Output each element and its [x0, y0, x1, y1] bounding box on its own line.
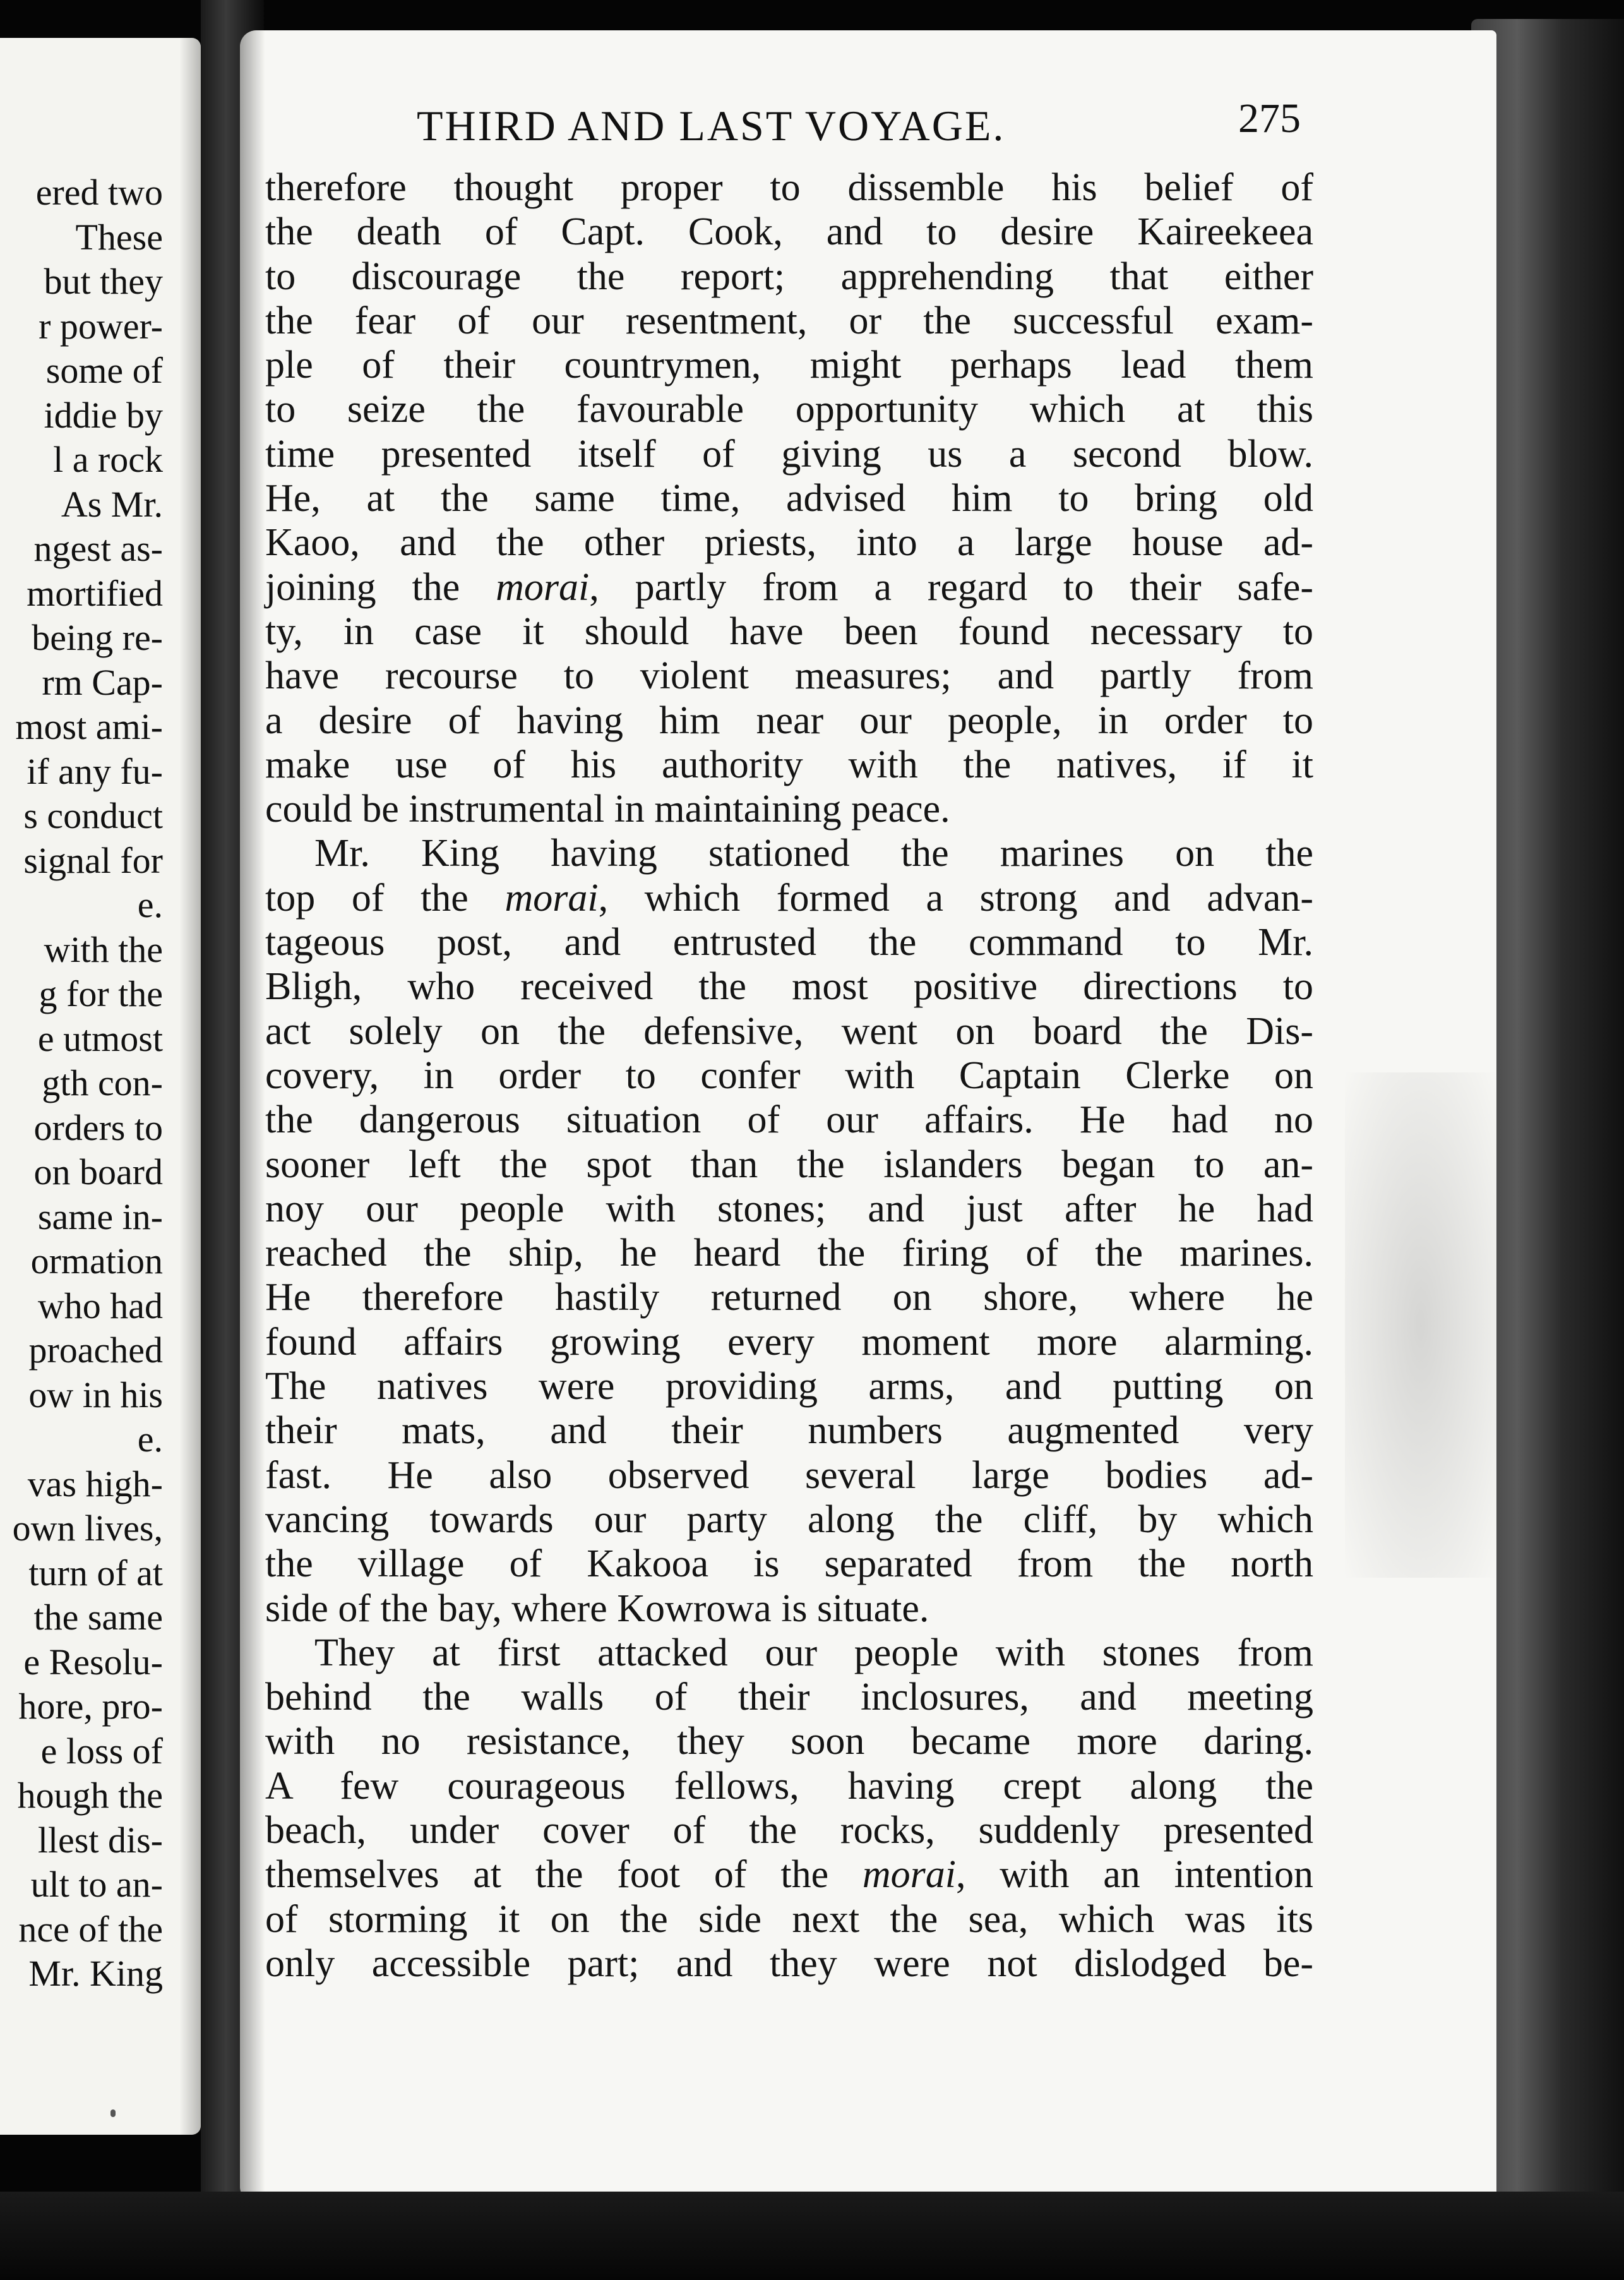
text-line: top of the morai, which formed a strong and advan-: [265, 876, 1313, 920]
left-page-line: mortified: [27, 572, 163, 614]
left-page-line: ered two: [35, 172, 163, 213]
left-page-line: with the: [44, 928, 163, 970]
left-page-line: ormation: [30, 1240, 163, 1281]
left-page-text-fragments: [0, 171, 163, 1996]
left-page-line: own lives,: [12, 1508, 163, 1549]
text-line: to discourage the report; apprehending that either: [265, 255, 1313, 298]
text-line: The natives were providing arms, and putting on: [265, 1365, 1313, 1408]
left-page-line: ult to an-: [30, 1864, 163, 1905]
text-line: the fear of our resentment, or the successful exam-: [265, 299, 1313, 342]
left-page-line: who had: [37, 1285, 163, 1326]
left-page-line: some of: [45, 350, 163, 391]
left-page-line: These: [75, 216, 163, 258]
text-line: covery, in order to confer with Captain Clerke on: [265, 1053, 1313, 1097]
text-line: He therefore hastily returned on shore, where he: [265, 1276, 1313, 1319]
text-line: time presented itself of giving us a second blow.: [265, 432, 1313, 476]
left-page-line: e utmost: [37, 1017, 163, 1059]
left-page-line: the same: [33, 1597, 163, 1638]
left-page-line: hough the: [17, 1775, 163, 1816]
text-line: Kaoo, and the other priests, into a large house ad-: [265, 521, 1313, 565]
left-page-line: signal for: [23, 839, 163, 881]
left-page-line: iddie by: [44, 394, 163, 436]
text-line: found affairs growing every moment more alarming.: [265, 1320, 1313, 1364]
ink-speck: [110, 2109, 116, 2117]
left-page-line: if any fu-: [27, 750, 163, 792]
text-line: A few courageous fellows, having crept along the: [265, 1764, 1313, 1808]
body-text: [265, 165, 1313, 1986]
left-page-line: vas high-: [27, 1463, 163, 1504]
text-line: tageous post, and entrusted the command to Mr.: [265, 921, 1313, 964]
text-line: joining the morai, partly from a regard to their safe-: [265, 565, 1313, 609]
page-number: 275: [1238, 95, 1301, 141]
left-page-line: turn of at: [28, 1552, 163, 1593]
left-page-line: l a rock: [53, 439, 163, 480]
text-line: ple of their countrymen, might perhaps lead them: [265, 344, 1313, 387]
text-line: ty, in case it should have been found necessary to: [265, 609, 1313, 653]
text-line: vancing towards our party along the cliff, by which: [265, 1497, 1313, 1541]
italic-word: morai: [505, 876, 599, 920]
left-page-line: ngest as-: [33, 528, 163, 569]
left-page-line: Mr. King: [28, 1953, 163, 1994]
left-page-line: orders to: [33, 1107, 163, 1148]
left-page-line: e loss of: [40, 1730, 163, 1772]
italic-word: morai: [862, 1853, 957, 1897]
text-line: fast. He also observed several large bodies ad-: [265, 1453, 1313, 1497]
page-header: [417, 88, 1301, 158]
text-line: beach, under cover of the rocks, suddenly presented: [265, 1808, 1313, 1852]
scan-bottom-band: [0, 2192, 1624, 2280]
text-line: therefore thought proper to dissemble his belief of: [265, 166, 1313, 209]
text-line: behind the walls of their inclosures, and meeting: [265, 1676, 1313, 1719]
text-line: could be instrumental in maintaining peace.: [265, 788, 950, 831]
left-page-line: on board: [33, 1151, 163, 1192]
left-page-line: s conduct: [23, 795, 163, 836]
text-line: a desire of having him near our people, in order to: [265, 699, 1313, 742]
right-page-gutter-shade: [240, 30, 265, 2203]
text-line: themselves at the foot of the morai, with an intention: [265, 1853, 1313, 1897]
text-line: sooner left the spot than the islanders began to an-: [265, 1143, 1313, 1186]
text-line: have recourse to violent measures; and partly from: [265, 654, 1313, 698]
text-line: noy our people with stones; and just after he had: [265, 1187, 1313, 1230]
text-line: make use of his authority with the natives, if it: [265, 743, 1313, 786]
text-line: reached the ship, he heard the firing of the marines.: [265, 1232, 1313, 1275]
left-facing-page: [0, 38, 201, 2135]
text-line: their mats, and their numbers augmented very: [265, 1409, 1313, 1453]
left-page-line: nce of the: [18, 1908, 163, 1950]
left-page-shadow: [179, 38, 201, 2135]
left-page-line: proached: [28, 1329, 163, 1371]
left-page-line: most ami-: [15, 706, 163, 747]
left-page-line: g for the: [39, 973, 163, 1014]
left-page-line: llest dis-: [37, 1819, 163, 1861]
italic-word: morai: [496, 565, 590, 609]
left-page-line: As Mr.: [61, 483, 163, 525]
text-line: only accessible part; and they were not dislodged be-: [265, 1941, 1313, 1985]
text-line: He, at the same time, advised him to bring old: [265, 477, 1313, 520]
text-line: the village of Kakooa is separated from the north: [265, 1542, 1313, 1586]
left-page-line: same in-: [37, 1196, 163, 1237]
left-page-line: but they: [44, 261, 163, 302]
left-page-line: e Resolu-: [23, 1641, 163, 1683]
left-page-line: hore, pro-: [18, 1686, 163, 1727]
left-page-line: e.: [137, 1419, 163, 1460]
running-head: THIRD AND LAST VOYAGE.: [417, 102, 1006, 150]
text-line: Mr. King having stationed the marines on the: [314, 832, 1313, 875]
text-line: act solely on the defensive, went on board the Dis-: [265, 1009, 1313, 1053]
text-line: They at first attacked our people with stones from: [314, 1631, 1313, 1674]
text-line: of storming it on the side next the sea, which was its: [265, 1897, 1313, 1941]
text-line: the death of Capt. Cook, and to desire Kaireekeea: [265, 210, 1313, 254]
text-line: the dangerous situation of our affairs. He had no: [265, 1098, 1313, 1142]
text-line: with no resistance, they soon became more daring.: [265, 1720, 1313, 1763]
left-page-line: ow in his: [28, 1374, 163, 1415]
text-line: Bligh, who received the most positive directions to: [265, 965, 1313, 1009]
left-page-line: e.: [137, 884, 163, 925]
text-line: side of the bay, where Kowrowa is situate.: [265, 1587, 929, 1630]
left-page-line: rm Cap-: [42, 661, 163, 703]
left-page-line: r power-: [39, 305, 163, 347]
page-stain: [1345, 1072, 1496, 1578]
text-line: to seize the favourable opportunity which at this: [265, 388, 1313, 431]
left-page-line: being re-: [32, 617, 163, 658]
left-page-line: gth con-: [42, 1062, 163, 1103]
